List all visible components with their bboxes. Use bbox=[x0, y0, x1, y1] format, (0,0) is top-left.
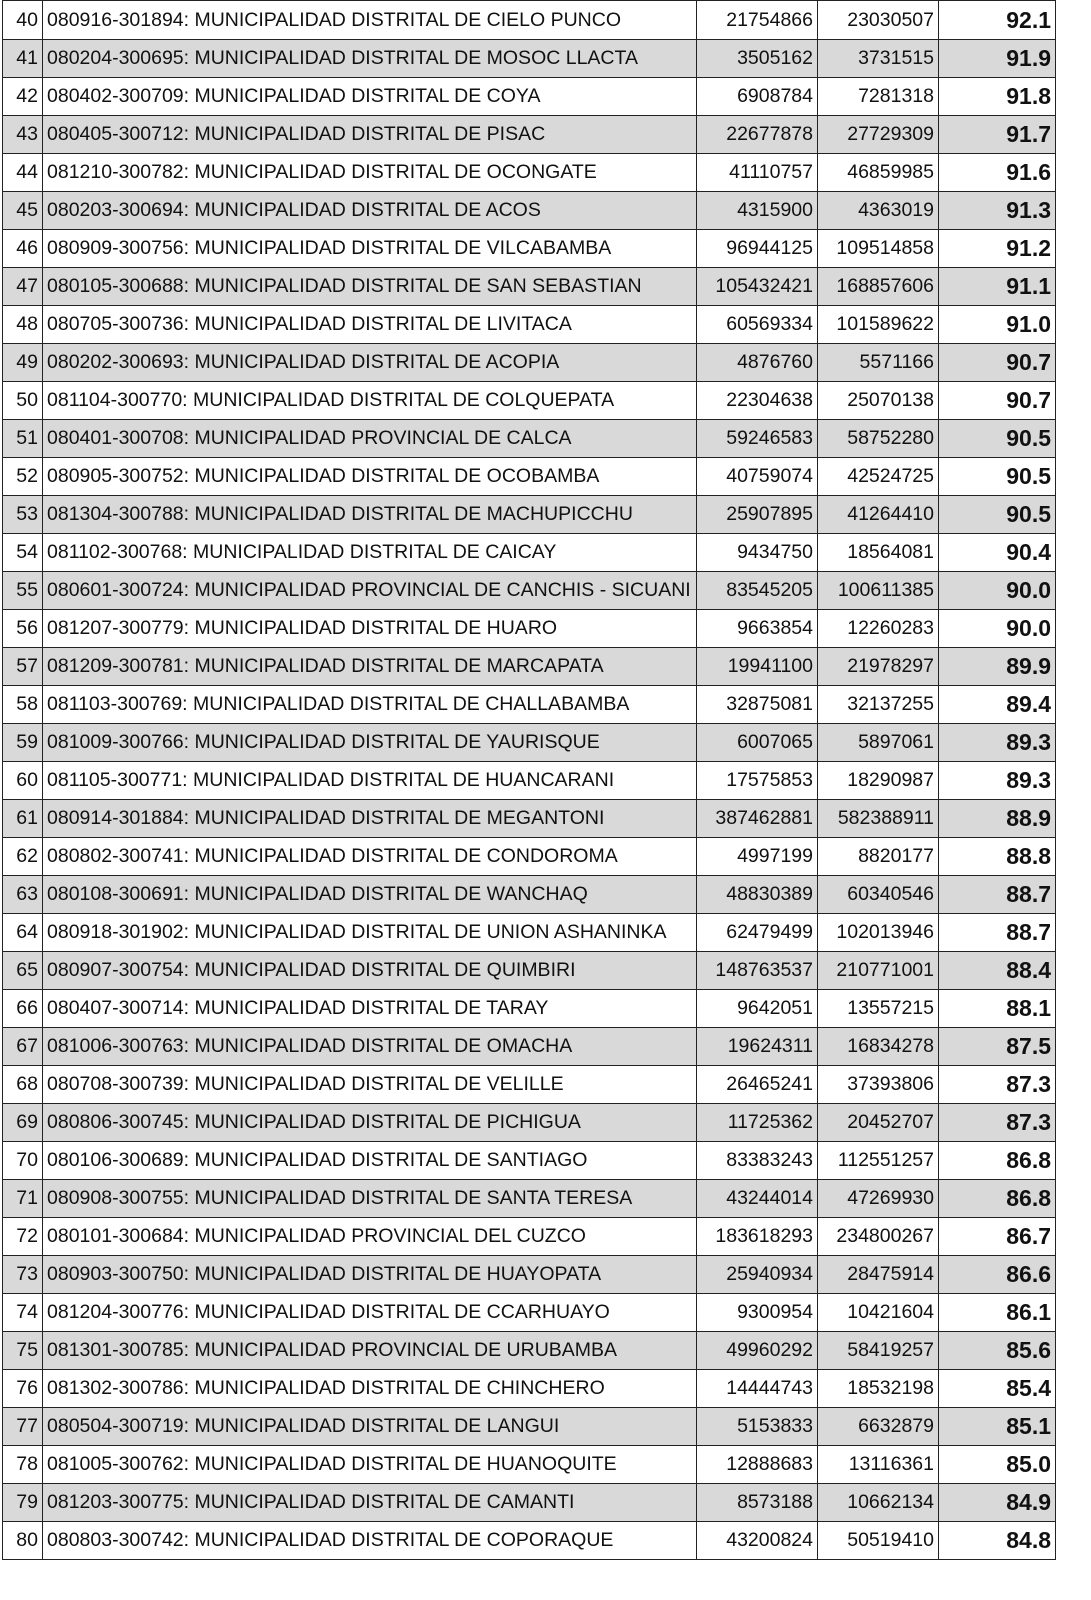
amount-b-cell: 7281318 bbox=[818, 78, 939, 116]
amount-a-cell: 43200824 bbox=[697, 1522, 818, 1560]
table-row bbox=[3, 534, 1056, 572]
amount-a-cell: 183618293 bbox=[697, 1218, 818, 1256]
row-number-cell: 59 bbox=[3, 724, 43, 762]
table-row bbox=[3, 1066, 1056, 1104]
percentage-cell: 90.5 bbox=[939, 458, 1056, 496]
row-number-cell: 46 bbox=[3, 230, 43, 268]
row-number-cell: 73 bbox=[3, 1256, 43, 1294]
amount-b-cell: 42524725 bbox=[818, 458, 939, 496]
row-number-cell: 78 bbox=[3, 1446, 43, 1484]
amount-a-cell: 83383243 bbox=[697, 1142, 818, 1180]
table-row bbox=[3, 914, 1056, 952]
percentage-cell: 85.0 bbox=[939, 1446, 1056, 1484]
entity-name-cell: 080909-300756: MUNICIPALIDAD DISTRITAL DE VILCABAMBA bbox=[43, 230, 697, 268]
percentage-cell: 86.6 bbox=[939, 1256, 1056, 1294]
entity-name-cell: 080108-300691: MUNICIPALIDAD DISTRITAL DE WANCHAQ bbox=[43, 876, 697, 914]
amount-b-cell: 210771001 bbox=[818, 952, 939, 990]
entity-name-cell: 080705-300736: MUNICIPALIDAD DISTRITAL DE LIVITACA bbox=[43, 306, 697, 344]
amount-a-cell: 9642051 bbox=[697, 990, 818, 1028]
budget-execution-table bbox=[2, 0, 1056, 1560]
entity-name-cell: 080204-300695: MUNICIPALIDAD DISTRITAL DE MOSOC LLACTA bbox=[43, 40, 697, 78]
table-row bbox=[3, 610, 1056, 648]
row-number-cell: 43 bbox=[3, 116, 43, 154]
percentage-cell: 85.1 bbox=[939, 1408, 1056, 1446]
table-row bbox=[3, 800, 1056, 838]
percentage-cell: 91.2 bbox=[939, 230, 1056, 268]
percentage-cell: 90.5 bbox=[939, 420, 1056, 458]
table-row bbox=[3, 1218, 1056, 1256]
percentage-cell: 84.9 bbox=[939, 1484, 1056, 1522]
percentage-cell: 92.1 bbox=[939, 1, 1056, 40]
amount-b-cell: 4363019 bbox=[818, 192, 939, 230]
amount-b-cell: 10662134 bbox=[818, 1484, 939, 1522]
row-number-cell: 61 bbox=[3, 800, 43, 838]
amount-b-cell: 18564081 bbox=[818, 534, 939, 572]
percentage-cell: 87.3 bbox=[939, 1066, 1056, 1104]
table-row bbox=[3, 1408, 1056, 1446]
percentage-cell: 87.3 bbox=[939, 1104, 1056, 1142]
percentage-cell: 90.5 bbox=[939, 496, 1056, 534]
amount-b-cell: 102013946 bbox=[818, 914, 939, 952]
percentage-cell: 89.9 bbox=[939, 648, 1056, 686]
entity-name-cell: 080504-300719: MUNICIPALIDAD DISTRITAL DE LANGUI bbox=[43, 1408, 697, 1446]
percentage-cell: 88.4 bbox=[939, 952, 1056, 990]
table-row bbox=[3, 952, 1056, 990]
table-row bbox=[3, 420, 1056, 458]
percentage-cell: 91.6 bbox=[939, 154, 1056, 192]
row-number-cell: 67 bbox=[3, 1028, 43, 1066]
entity-name-cell: 080914-301884: MUNICIPALIDAD DISTRITAL DE MEGANTONI bbox=[43, 800, 697, 838]
table-row bbox=[3, 1028, 1056, 1066]
amount-b-cell: 46859985 bbox=[818, 154, 939, 192]
table-row bbox=[3, 344, 1056, 382]
table-row bbox=[3, 78, 1056, 116]
row-number-cell: 52 bbox=[3, 458, 43, 496]
entity-name-cell: 080601-300724: MUNICIPALIDAD PROVINCIAL DE CANCHIS - SICUANI bbox=[43, 572, 697, 610]
table-row bbox=[3, 1, 1056, 40]
entity-name-cell: 081104-300770: MUNICIPALIDAD DISTRITAL DE COLQUEPATA bbox=[43, 382, 697, 420]
amount-b-cell: 47269930 bbox=[818, 1180, 939, 1218]
amount-a-cell: 96944125 bbox=[697, 230, 818, 268]
amount-b-cell: 582388911 bbox=[818, 800, 939, 838]
row-number-cell: 64 bbox=[3, 914, 43, 952]
amount-b-cell: 58419257 bbox=[818, 1332, 939, 1370]
amount-b-cell: 32137255 bbox=[818, 686, 939, 724]
row-number-cell: 60 bbox=[3, 762, 43, 800]
row-number-cell: 50 bbox=[3, 382, 43, 420]
entity-name-cell: 081304-300788: MUNICIPALIDAD DISTRITAL DE MACHUPICCHU bbox=[43, 496, 697, 534]
table-row bbox=[3, 990, 1056, 1028]
amount-a-cell: 17575853 bbox=[697, 762, 818, 800]
entity-name-cell: 080803-300742: MUNICIPALIDAD DISTRITAL DE COPORAQUE bbox=[43, 1522, 697, 1560]
percentage-cell: 85.4 bbox=[939, 1370, 1056, 1408]
row-number-cell: 65 bbox=[3, 952, 43, 990]
table-row bbox=[3, 268, 1056, 306]
entity-name-cell: 080202-300693: MUNICIPALIDAD DISTRITAL DE ACOPIA bbox=[43, 344, 697, 382]
table-row bbox=[3, 1142, 1056, 1180]
amount-a-cell: 5153833 bbox=[697, 1408, 818, 1446]
percentage-cell: 91.1 bbox=[939, 268, 1056, 306]
amount-a-cell: 22304638 bbox=[697, 382, 818, 420]
percentage-cell: 90.4 bbox=[939, 534, 1056, 572]
amount-a-cell: 387462881 bbox=[697, 800, 818, 838]
table-row bbox=[3, 230, 1056, 268]
entity-name-cell: 080405-300712: MUNICIPALIDAD DISTRITAL DE PISAC bbox=[43, 116, 697, 154]
percentage-cell: 90.0 bbox=[939, 610, 1056, 648]
percentage-cell: 86.1 bbox=[939, 1294, 1056, 1332]
percentage-cell: 87.5 bbox=[939, 1028, 1056, 1066]
table-row bbox=[3, 1256, 1056, 1294]
entity-name-cell: 080916-301894: MUNICIPALIDAD DISTRITAL DE CIELO PUNCO bbox=[43, 1, 697, 40]
row-number-cell: 44 bbox=[3, 154, 43, 192]
entity-name-cell: 080203-300694: MUNICIPALIDAD DISTRITAL DE ACOS bbox=[43, 192, 697, 230]
amount-b-cell: 37393806 bbox=[818, 1066, 939, 1104]
entity-name-cell: 081209-300781: MUNICIPALIDAD DISTRITAL DE MARCAPATA bbox=[43, 648, 697, 686]
amount-b-cell: 8820177 bbox=[818, 838, 939, 876]
table-row bbox=[3, 496, 1056, 534]
percentage-cell: 91.7 bbox=[939, 116, 1056, 154]
amount-b-cell: 50519410 bbox=[818, 1522, 939, 1560]
entity-name-cell: 081103-300769: MUNICIPALIDAD DISTRITAL DE CHALLABAMBA bbox=[43, 686, 697, 724]
amount-b-cell: 25070138 bbox=[818, 382, 939, 420]
percentage-cell: 84.8 bbox=[939, 1522, 1056, 1560]
amount-a-cell: 41110757 bbox=[697, 154, 818, 192]
amount-b-cell: 27729309 bbox=[818, 116, 939, 154]
amount-b-cell: 13116361 bbox=[818, 1446, 939, 1484]
entity-name-cell: 081203-300775: MUNICIPALIDAD DISTRITAL DE CAMANTI bbox=[43, 1484, 697, 1522]
amount-b-cell: 18532198 bbox=[818, 1370, 939, 1408]
row-number-cell: 57 bbox=[3, 648, 43, 686]
amount-b-cell: 41264410 bbox=[818, 496, 939, 534]
entity-name-cell: 081301-300785: MUNICIPALIDAD PROVINCIAL DE URUBAMBA bbox=[43, 1332, 697, 1370]
amount-b-cell: 3731515 bbox=[818, 40, 939, 78]
amount-a-cell: 40759074 bbox=[697, 458, 818, 496]
row-number-cell: 45 bbox=[3, 192, 43, 230]
percentage-cell: 86.8 bbox=[939, 1142, 1056, 1180]
entity-name-cell: 080907-300754: MUNICIPALIDAD DISTRITAL DE QUIMBIRI bbox=[43, 952, 697, 990]
amount-a-cell: 21754866 bbox=[697, 1, 818, 40]
table-row bbox=[3, 192, 1056, 230]
amount-b-cell: 16834278 bbox=[818, 1028, 939, 1066]
table-row bbox=[3, 572, 1056, 610]
row-number-cell: 42 bbox=[3, 78, 43, 116]
percentage-cell: 89.4 bbox=[939, 686, 1056, 724]
amount-a-cell: 8573188 bbox=[697, 1484, 818, 1522]
row-number-cell: 71 bbox=[3, 1180, 43, 1218]
entity-name-cell: 080908-300755: MUNICIPALIDAD DISTRITAL DE SANTA TERESA bbox=[43, 1180, 697, 1218]
amount-b-cell: 60340546 bbox=[818, 876, 939, 914]
percentage-cell: 89.3 bbox=[939, 762, 1056, 800]
entity-name-cell: 080903-300750: MUNICIPALIDAD DISTRITAL DE HUAYOPATA bbox=[43, 1256, 697, 1294]
percentage-cell: 89.3 bbox=[939, 724, 1056, 762]
row-number-cell: 54 bbox=[3, 534, 43, 572]
amount-a-cell: 19941100 bbox=[697, 648, 818, 686]
row-number-cell: 49 bbox=[3, 344, 43, 382]
amount-b-cell: 13557215 bbox=[818, 990, 939, 1028]
row-number-cell: 69 bbox=[3, 1104, 43, 1142]
amount-a-cell: 49960292 bbox=[697, 1332, 818, 1370]
table-row bbox=[3, 1522, 1056, 1560]
amount-b-cell: 5571166 bbox=[818, 344, 939, 382]
table-row bbox=[3, 1180, 1056, 1218]
percentage-cell: 91.8 bbox=[939, 78, 1056, 116]
amount-b-cell: 58752280 bbox=[818, 420, 939, 458]
percentage-cell: 86.7 bbox=[939, 1218, 1056, 1256]
amount-a-cell: 3505162 bbox=[697, 40, 818, 78]
table-row bbox=[3, 458, 1056, 496]
entity-name-cell: 080407-300714: MUNICIPALIDAD DISTRITAL DE TARAY bbox=[43, 990, 697, 1028]
percentage-cell: 90.0 bbox=[939, 572, 1056, 610]
entity-name-cell: 081006-300763: MUNICIPALIDAD DISTRITAL DE OMACHA bbox=[43, 1028, 697, 1066]
row-number-cell: 75 bbox=[3, 1332, 43, 1370]
amount-b-cell: 28475914 bbox=[818, 1256, 939, 1294]
row-number-cell: 41 bbox=[3, 40, 43, 78]
entity-name-cell: 081210-300782: MUNICIPALIDAD DISTRITAL DE OCONGATE bbox=[43, 154, 697, 192]
amount-a-cell: 4997199 bbox=[697, 838, 818, 876]
percentage-cell: 88.7 bbox=[939, 914, 1056, 952]
amount-a-cell: 11725362 bbox=[697, 1104, 818, 1142]
table-row bbox=[3, 1484, 1056, 1522]
amount-a-cell: 19624311 bbox=[697, 1028, 818, 1066]
amount-b-cell: 10421604 bbox=[818, 1294, 939, 1332]
amount-b-cell: 112551257 bbox=[818, 1142, 939, 1180]
percentage-cell: 90.7 bbox=[939, 382, 1056, 420]
amount-a-cell: 48830389 bbox=[697, 876, 818, 914]
entity-name-cell: 081204-300776: MUNICIPALIDAD DISTRITAL DE CCARHUAYO bbox=[43, 1294, 697, 1332]
row-number-cell: 77 bbox=[3, 1408, 43, 1446]
row-number-cell: 55 bbox=[3, 572, 43, 610]
entity-name-cell: 081102-300768: MUNICIPALIDAD DISTRITAL DE CAICAY bbox=[43, 534, 697, 572]
amount-b-cell: 12260283 bbox=[818, 610, 939, 648]
row-number-cell: 40 bbox=[3, 1, 43, 40]
entity-name-cell: 080806-300745: MUNICIPALIDAD DISTRITAL DE PICHIGUA bbox=[43, 1104, 697, 1142]
table-row bbox=[3, 1332, 1056, 1370]
amount-b-cell: 234800267 bbox=[818, 1218, 939, 1256]
amount-b-cell: 20452707 bbox=[818, 1104, 939, 1142]
amount-a-cell: 25907895 bbox=[697, 496, 818, 534]
entity-name-cell: 080105-300688: MUNICIPALIDAD DISTRITAL DE SAN SEBASTIAN bbox=[43, 268, 697, 306]
entity-name-cell: 080905-300752: MUNICIPALIDAD DISTRITAL DE OCOBAMBA bbox=[43, 458, 697, 496]
percentage-cell: 88.1 bbox=[939, 990, 1056, 1028]
percentage-cell: 85.6 bbox=[939, 1332, 1056, 1370]
table-row bbox=[3, 154, 1056, 192]
amount-b-cell: 101589622 bbox=[818, 306, 939, 344]
percentage-cell: 91.0 bbox=[939, 306, 1056, 344]
amount-a-cell: 6007065 bbox=[697, 724, 818, 762]
table-row bbox=[3, 116, 1056, 154]
entity-name-cell: 081207-300779: MUNICIPALIDAD DISTRITAL DE HUARO bbox=[43, 610, 697, 648]
row-number-cell: 62 bbox=[3, 838, 43, 876]
percentage-cell: 91.3 bbox=[939, 192, 1056, 230]
amount-a-cell: 9434750 bbox=[697, 534, 818, 572]
entity-name-cell: 081009-300766: MUNICIPALIDAD DISTRITAL DE YAURISQUE bbox=[43, 724, 697, 762]
amount-a-cell: 12888683 bbox=[697, 1446, 818, 1484]
row-number-cell: 72 bbox=[3, 1218, 43, 1256]
percentage-cell: 90.7 bbox=[939, 344, 1056, 382]
row-number-cell: 79 bbox=[3, 1484, 43, 1522]
amount-a-cell: 43244014 bbox=[697, 1180, 818, 1218]
entity-name-cell: 080101-300684: MUNICIPALIDAD PROVINCIAL DEL CUZCO bbox=[43, 1218, 697, 1256]
amount-a-cell: 105432421 bbox=[697, 268, 818, 306]
table-row bbox=[3, 724, 1056, 762]
amount-b-cell: 109514858 bbox=[818, 230, 939, 268]
amount-a-cell: 62479499 bbox=[697, 914, 818, 952]
amount-b-cell: 18290987 bbox=[818, 762, 939, 800]
table-row bbox=[3, 382, 1056, 420]
percentage-cell: 88.9 bbox=[939, 800, 1056, 838]
table-row bbox=[3, 876, 1056, 914]
amount-a-cell: 9663854 bbox=[697, 610, 818, 648]
table-row bbox=[3, 1370, 1056, 1408]
amount-a-cell: 83545205 bbox=[697, 572, 818, 610]
amount-b-cell: 6632879 bbox=[818, 1408, 939, 1446]
row-number-cell: 68 bbox=[3, 1066, 43, 1104]
row-number-cell: 76 bbox=[3, 1370, 43, 1408]
entity-name-cell: 081302-300786: MUNICIPALIDAD DISTRITAL DE CHINCHERO bbox=[43, 1370, 697, 1408]
amount-a-cell: 148763537 bbox=[697, 952, 818, 990]
table-row bbox=[3, 1446, 1056, 1484]
percentage-cell: 91.9 bbox=[939, 40, 1056, 78]
row-number-cell: 48 bbox=[3, 306, 43, 344]
amount-a-cell: 9300954 bbox=[697, 1294, 818, 1332]
entity-name-cell: 081005-300762: MUNICIPALIDAD DISTRITAL DE HUANOQUITE bbox=[43, 1446, 697, 1484]
row-number-cell: 63 bbox=[3, 876, 43, 914]
entity-name-cell: 080802-300741: MUNICIPALIDAD DISTRITAL DE CONDOROMA bbox=[43, 838, 697, 876]
amount-a-cell: 25940934 bbox=[697, 1256, 818, 1294]
table-row bbox=[3, 1294, 1056, 1332]
row-number-cell: 53 bbox=[3, 496, 43, 534]
amount-a-cell: 14444743 bbox=[697, 1370, 818, 1408]
table-row bbox=[3, 306, 1056, 344]
amount-b-cell: 5897061 bbox=[818, 724, 939, 762]
amount-a-cell: 59246583 bbox=[697, 420, 818, 458]
row-number-cell: 58 bbox=[3, 686, 43, 724]
amount-a-cell: 32875081 bbox=[697, 686, 818, 724]
row-number-cell: 51 bbox=[3, 420, 43, 458]
row-number-cell: 80 bbox=[3, 1522, 43, 1560]
entity-name-cell: 080708-300739: MUNICIPALIDAD DISTRITAL DE VELILLE bbox=[43, 1066, 697, 1104]
table-row bbox=[3, 1104, 1056, 1142]
amount-b-cell: 21978297 bbox=[818, 648, 939, 686]
amount-b-cell: 100611385 bbox=[818, 572, 939, 610]
row-number-cell: 70 bbox=[3, 1142, 43, 1180]
entity-name-cell: 080402-300709: MUNICIPALIDAD DISTRITAL DE COYA bbox=[43, 78, 697, 116]
amount-b-cell: 23030507 bbox=[818, 1, 939, 40]
entity-name-cell: 080401-300708: MUNICIPALIDAD PROVINCIAL DE CALCA bbox=[43, 420, 697, 458]
entity-name-cell: 080918-301902: MUNICIPALIDAD DISTRITAL DE UNION ASHANINKA bbox=[43, 914, 697, 952]
entity-name-cell: 080106-300689: MUNICIPALIDAD DISTRITAL DE SANTIAGO bbox=[43, 1142, 697, 1180]
amount-a-cell: 4315900 bbox=[697, 192, 818, 230]
percentage-cell: 88.8 bbox=[939, 838, 1056, 876]
amount-a-cell: 60569334 bbox=[697, 306, 818, 344]
row-number-cell: 56 bbox=[3, 610, 43, 648]
table-row bbox=[3, 40, 1056, 78]
table-row bbox=[3, 648, 1056, 686]
percentage-cell: 88.7 bbox=[939, 876, 1056, 914]
amount-a-cell: 6908784 bbox=[697, 78, 818, 116]
row-number-cell: 47 bbox=[3, 268, 43, 306]
table-row bbox=[3, 762, 1056, 800]
table-row bbox=[3, 686, 1056, 724]
row-number-cell: 74 bbox=[3, 1294, 43, 1332]
row-number-cell: 66 bbox=[3, 990, 43, 1028]
amount-a-cell: 26465241 bbox=[697, 1066, 818, 1104]
table-row bbox=[3, 838, 1056, 876]
table-body bbox=[3, 1, 1056, 1560]
entity-name-cell: 081105-300771: MUNICIPALIDAD DISTRITAL DE HUANCARANI bbox=[43, 762, 697, 800]
amount-a-cell: 22677878 bbox=[697, 116, 818, 154]
amount-b-cell: 168857606 bbox=[818, 268, 939, 306]
amount-a-cell: 4876760 bbox=[697, 344, 818, 382]
percentage-cell: 86.8 bbox=[939, 1180, 1056, 1218]
